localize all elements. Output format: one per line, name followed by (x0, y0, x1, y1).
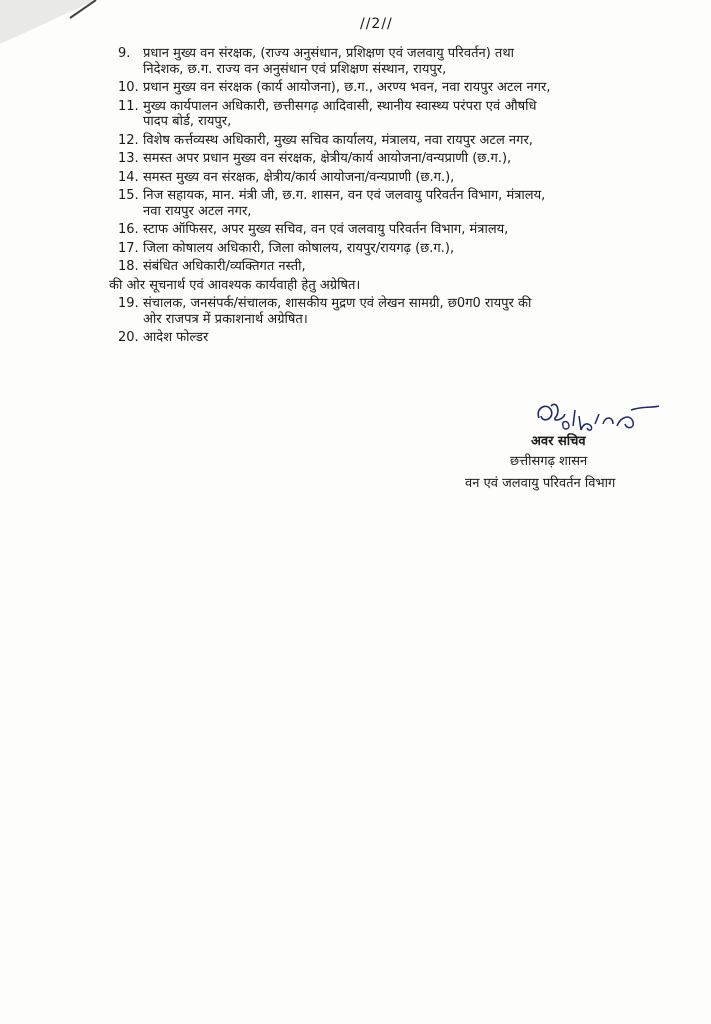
item-number: 11. (118, 98, 139, 114)
list-item (118, 222, 683, 238)
recipient-items (118, 46, 683, 278)
list-item (118, 80, 683, 96)
item-text: निज सहायक, मान. मंत्री जी, छ.ग. शासन, वन एवं जलवायु परिवर्तन विभाग, मंत्रालय, नवा रायपुर अटल नगर, (143, 188, 546, 219)
item-number: 12. (118, 132, 139, 148)
item-number: 17. (118, 240, 139, 256)
item-number: 10. (118, 80, 139, 95)
item-number: 20. (118, 330, 139, 345)
item-text: प्रधान मुख्य वन संरक्षक (कार्य आयोजना), छ.ग., अरण्य भवन, नवा रायपुर अटल नगर, (143, 80, 551, 95)
list-item (118, 133, 683, 149)
signatory-designation: अवर सचिव (531, 434, 586, 449)
item-text: जिला कोषालय अधिकारी, जिला कोषालय, रायपुर/रायगढ़ (छ.ग.), (143, 240, 455, 256)
signature-block (455, 396, 695, 496)
page-corner-fold (0, 0, 110, 50)
list-item (118, 151, 683, 167)
distribution-list (109, 46, 683, 346)
list-item-20 (118, 330, 683, 346)
list-item-19 (118, 296, 683, 327)
signatory-department: वन एवं जलवायु परिवर्तन विभाग (465, 476, 616, 491)
item-number: 9. (118, 46, 131, 61)
item-text: मुख्य कार्यपालन अधिकारी, छत्तीसगढ़ आदिवासी, स्थानीय स्वास्थ्य परंपरा एवं औषधि पादप बोर्ड, रायपुर, (143, 98, 537, 129)
item-number: 13. (118, 151, 139, 166)
forwarding-note: की ओर सूचनार्थ एवं आवश्यक कार्यवाही हेतु अग्रेषित। (109, 277, 361, 293)
list-item (118, 99, 683, 130)
item-number: 19. (118, 296, 139, 311)
item-text: समस्त अपर प्रधान मुख्य वन संरक्षक, क्षेत्रीय/कार्य आयोजना/वन्यप्राणी (छ.ग.), (143, 151, 512, 166)
item-text: विशेष कर्त्तव्यस्थ अधिकारी, मुख्य सचिव कार्यालय, मंत्रालय, नवा रायपुर अटल नगर, (143, 132, 533, 148)
page-number: //2// (360, 16, 393, 32)
item-number: 15. (118, 188, 139, 203)
list-item (118, 46, 683, 77)
item-number: 18. (118, 259, 139, 274)
item-number: 14. (118, 169, 139, 185)
list-item (118, 259, 683, 275)
list-item (118, 241, 683, 257)
item-number: 16. (118, 222, 139, 237)
item-text: संबंधित अधिकारी/व्यक्तिगत नस्ती, (143, 259, 306, 274)
item-text: संचालक, जनसंपर्क/संचालक, शासकीय मुद्रण एवं लेखन सामग्री, छ0ग0 रायपुर की ओर राजपत्र में प्रकाशनार्थ अग्रेषित। (143, 296, 532, 327)
item-text: समस्त मुख्य वन संरक्षक, क्षेत्रीय/कार्य आयोजना/वन्यप्राणी (छ.ग.), (143, 169, 455, 185)
item-text: स्टाफ ऑफिसर, अपर मुख्य सचिव, वन एवं जलवायु परिवर्तन विभाग, मंत्रालय, (143, 222, 509, 237)
item-text: आदेश फोल्डर (143, 330, 209, 345)
signatory-government: छत्तीसगढ़ शासन (510, 454, 588, 469)
item-text: प्रधान मुख्य वन संरक्षक, (राज्य अनुसंधान, प्रशिक्षण एवं जलवायु परिवर्तन) तथा निदेशक, छ.ग. राज्य वन अनुसंधान एवं प्रशिक्षण संस्थान, रायपुर, (143, 46, 514, 77)
list-item (118, 170, 683, 186)
handwritten-signature (533, 396, 663, 438)
list-item (118, 188, 683, 219)
